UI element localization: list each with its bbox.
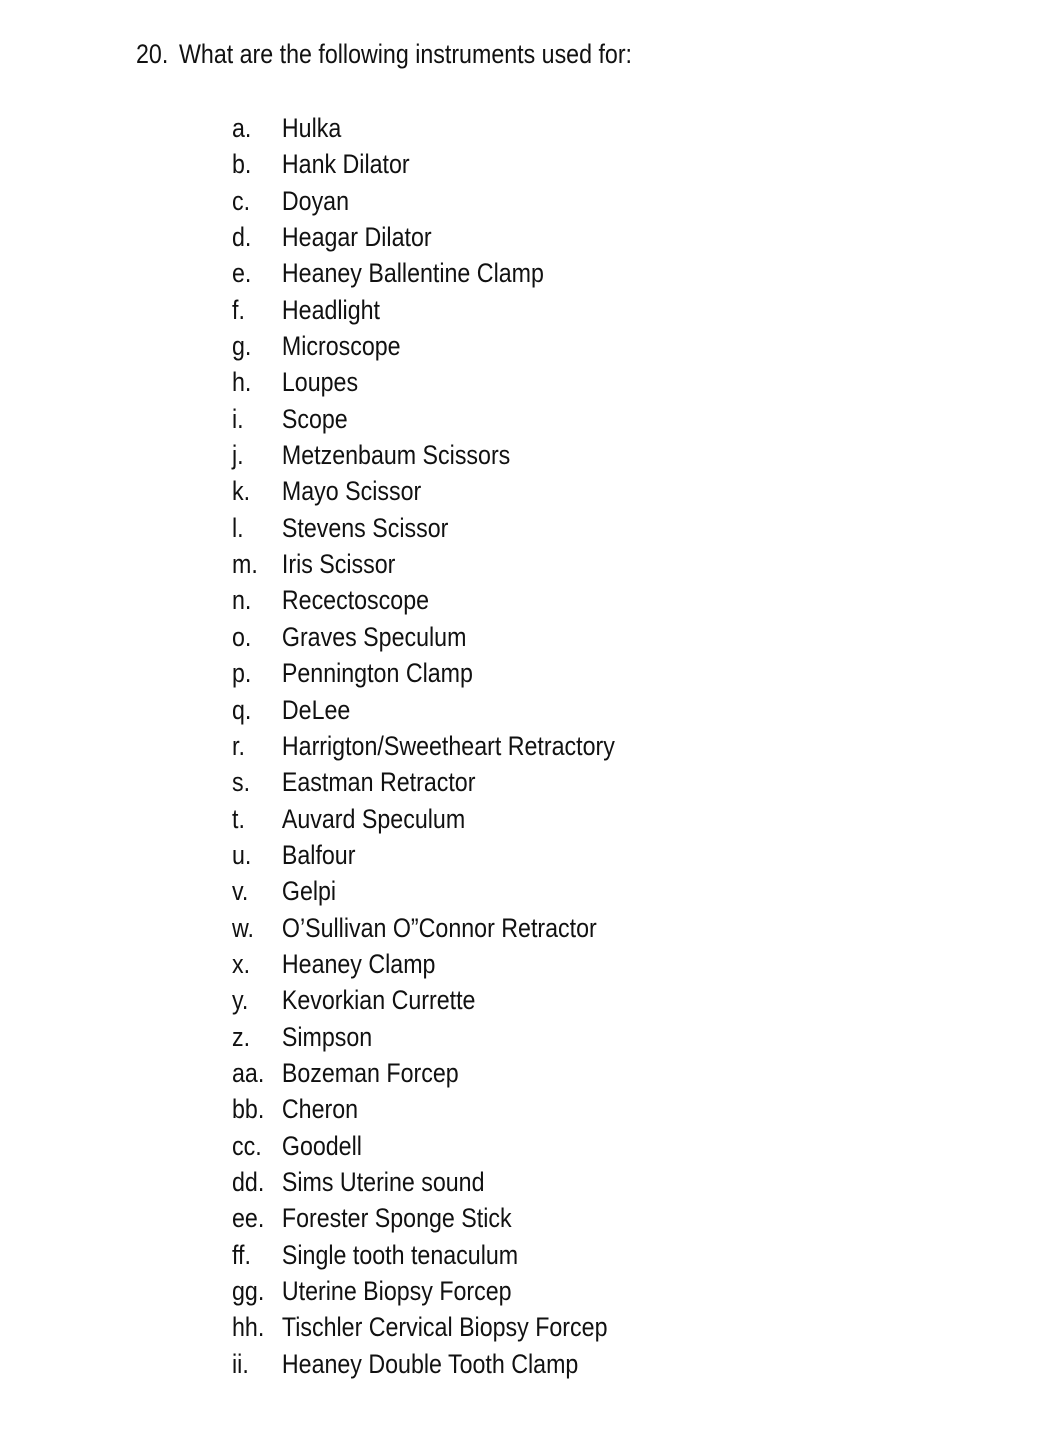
list-item	[232, 982, 615, 1018]
question-number: 20.	[136, 39, 169, 69]
item-text: Auvard Speculum	[281, 803, 466, 834]
list-item	[232, 1164, 615, 1200]
list-item	[232, 1309, 615, 1345]
item-letter: ee.	[232, 1203, 265, 1234]
item-letter: k.	[232, 476, 251, 507]
list-item	[232, 1200, 615, 1236]
item-text: Heaney Ballentine Clamp	[281, 258, 544, 289]
list-item	[232, 946, 615, 982]
item-text: Iris Scissor	[281, 549, 396, 580]
item-letter: r.	[232, 730, 245, 761]
list-item	[232, 873, 615, 909]
item-text: Doyan	[281, 185, 350, 216]
item-letter: x.	[232, 948, 251, 979]
item-text: Heagar Dilator	[281, 222, 432, 253]
item-text: Loupes	[281, 367, 359, 398]
item-text: Tischler Cervical Biopsy Forcep	[281, 1312, 608, 1343]
item-letter: i.	[232, 403, 244, 434]
item-letter: w.	[232, 912, 254, 943]
item-text: Harrigton/Sweetheart Retractory	[281, 730, 615, 761]
list-item	[232, 582, 615, 618]
item-text: Kevorkian Currette	[281, 985, 476, 1016]
item-letter: u.	[232, 839, 252, 870]
list-item	[232, 546, 615, 582]
item-letter: s.	[232, 767, 251, 798]
item-letter: a.	[232, 113, 252, 143]
item-letter: cc.	[232, 1130, 262, 1161]
list-item	[232, 510, 615, 546]
list-item	[232, 437, 615, 473]
list-item	[232, 110, 615, 146]
item-text: Forester Sponge Stick	[281, 1203, 512, 1234]
item-text: Metzenbaum Scissors	[281, 440, 511, 471]
item-text: Goodell	[281, 1130, 362, 1161]
item-text: Heaney Clamp	[281, 948, 436, 979]
item-text: Hulka	[281, 113, 342, 143]
list-item	[232, 473, 615, 509]
list-item	[232, 1128, 615, 1164]
item-text: Heaney Double Tooth Clamp	[281, 1348, 579, 1379]
item-letter: e.	[232, 258, 252, 289]
item-letter: h.	[232, 367, 252, 398]
item-letter: c.	[232, 185, 251, 216]
item-text: Simpson	[281, 1021, 373, 1052]
list-item	[232, 1055, 615, 1091]
list-item	[232, 837, 615, 873]
item-text: Eastman Retractor	[281, 767, 476, 798]
item-text: Scope	[281, 403, 348, 434]
list-item	[232, 619, 615, 655]
item-text: Bozeman Forcep	[281, 1057, 459, 1088]
list-item	[232, 292, 615, 328]
list-item	[232, 364, 615, 400]
list-item	[232, 146, 615, 182]
item-letter: g.	[232, 331, 252, 362]
item-letter: ii.	[232, 1348, 249, 1379]
item-text: Uterine Biopsy Forcep	[281, 1276, 512, 1306]
item-letter: gg.	[232, 1276, 265, 1306]
item-letter: y.	[232, 985, 249, 1016]
item-letter: o.	[232, 621, 252, 652]
list-item	[232, 219, 615, 255]
list-item	[232, 1019, 615, 1055]
item-letter: v.	[232, 876, 249, 907]
item-letter: n.	[232, 585, 252, 616]
list-item	[232, 692, 615, 728]
list-item	[232, 401, 615, 437]
item-letter: j.	[232, 440, 244, 471]
item-letter: f.	[232, 294, 245, 325]
item-letter: ff.	[232, 1239, 251, 1270]
item-text: Mayo Scissor	[281, 476, 422, 507]
item-text: Recectoscope	[281, 585, 430, 616]
item-text: Microscope	[281, 331, 401, 362]
item-text: Balfour	[281, 839, 356, 870]
item-text: Gelpi	[281, 876, 337, 907]
list-item	[232, 1273, 615, 1309]
item-text: O’Sullivan O”Connor Retractor	[281, 912, 597, 943]
question-text: What are the following instruments used for:	[179, 39, 633, 69]
list-item	[232, 655, 615, 691]
item-text: Hank Dilator	[281, 149, 410, 180]
list-item	[232, 328, 615, 364]
item-letter: z.	[232, 1021, 251, 1052]
question-heading	[136, 36, 632, 72]
item-letter: b.	[232, 149, 252, 180]
item-letter: dd.	[232, 1166, 265, 1197]
item-letter: m.	[232, 549, 258, 580]
item-text: Cheron	[281, 1094, 359, 1125]
item-letter: l.	[232, 512, 244, 543]
item-text: Pennington Clamp	[281, 658, 473, 689]
list-item	[232, 764, 615, 800]
list-item	[232, 801, 615, 837]
item-letter: bb.	[232, 1094, 265, 1125]
list-item	[232, 183, 615, 219]
item-text: DeLee	[281, 694, 351, 725]
list-item	[232, 1237, 615, 1273]
list-item	[232, 728, 615, 764]
item-letter: q.	[232, 694, 252, 725]
item-text: Single tooth tenaculum	[281, 1239, 519, 1270]
list-item	[232, 910, 615, 946]
item-text: Stevens Scissor	[281, 512, 449, 543]
item-letter: aa.	[232, 1057, 265, 1088]
item-text: Headlight	[281, 294, 380, 325]
list-item	[232, 255, 615, 291]
item-letter: d.	[232, 222, 252, 253]
item-letter: t.	[232, 803, 245, 834]
item-text: Graves Speculum	[281, 621, 467, 652]
instrument-list	[232, 110, 677, 1382]
list-item	[232, 1091, 615, 1127]
item-letter: p.	[232, 658, 252, 689]
item-letter: hh.	[232, 1312, 265, 1343]
list-item	[232, 1346, 615, 1382]
item-text: Sims Uterine sound	[281, 1166, 485, 1197]
